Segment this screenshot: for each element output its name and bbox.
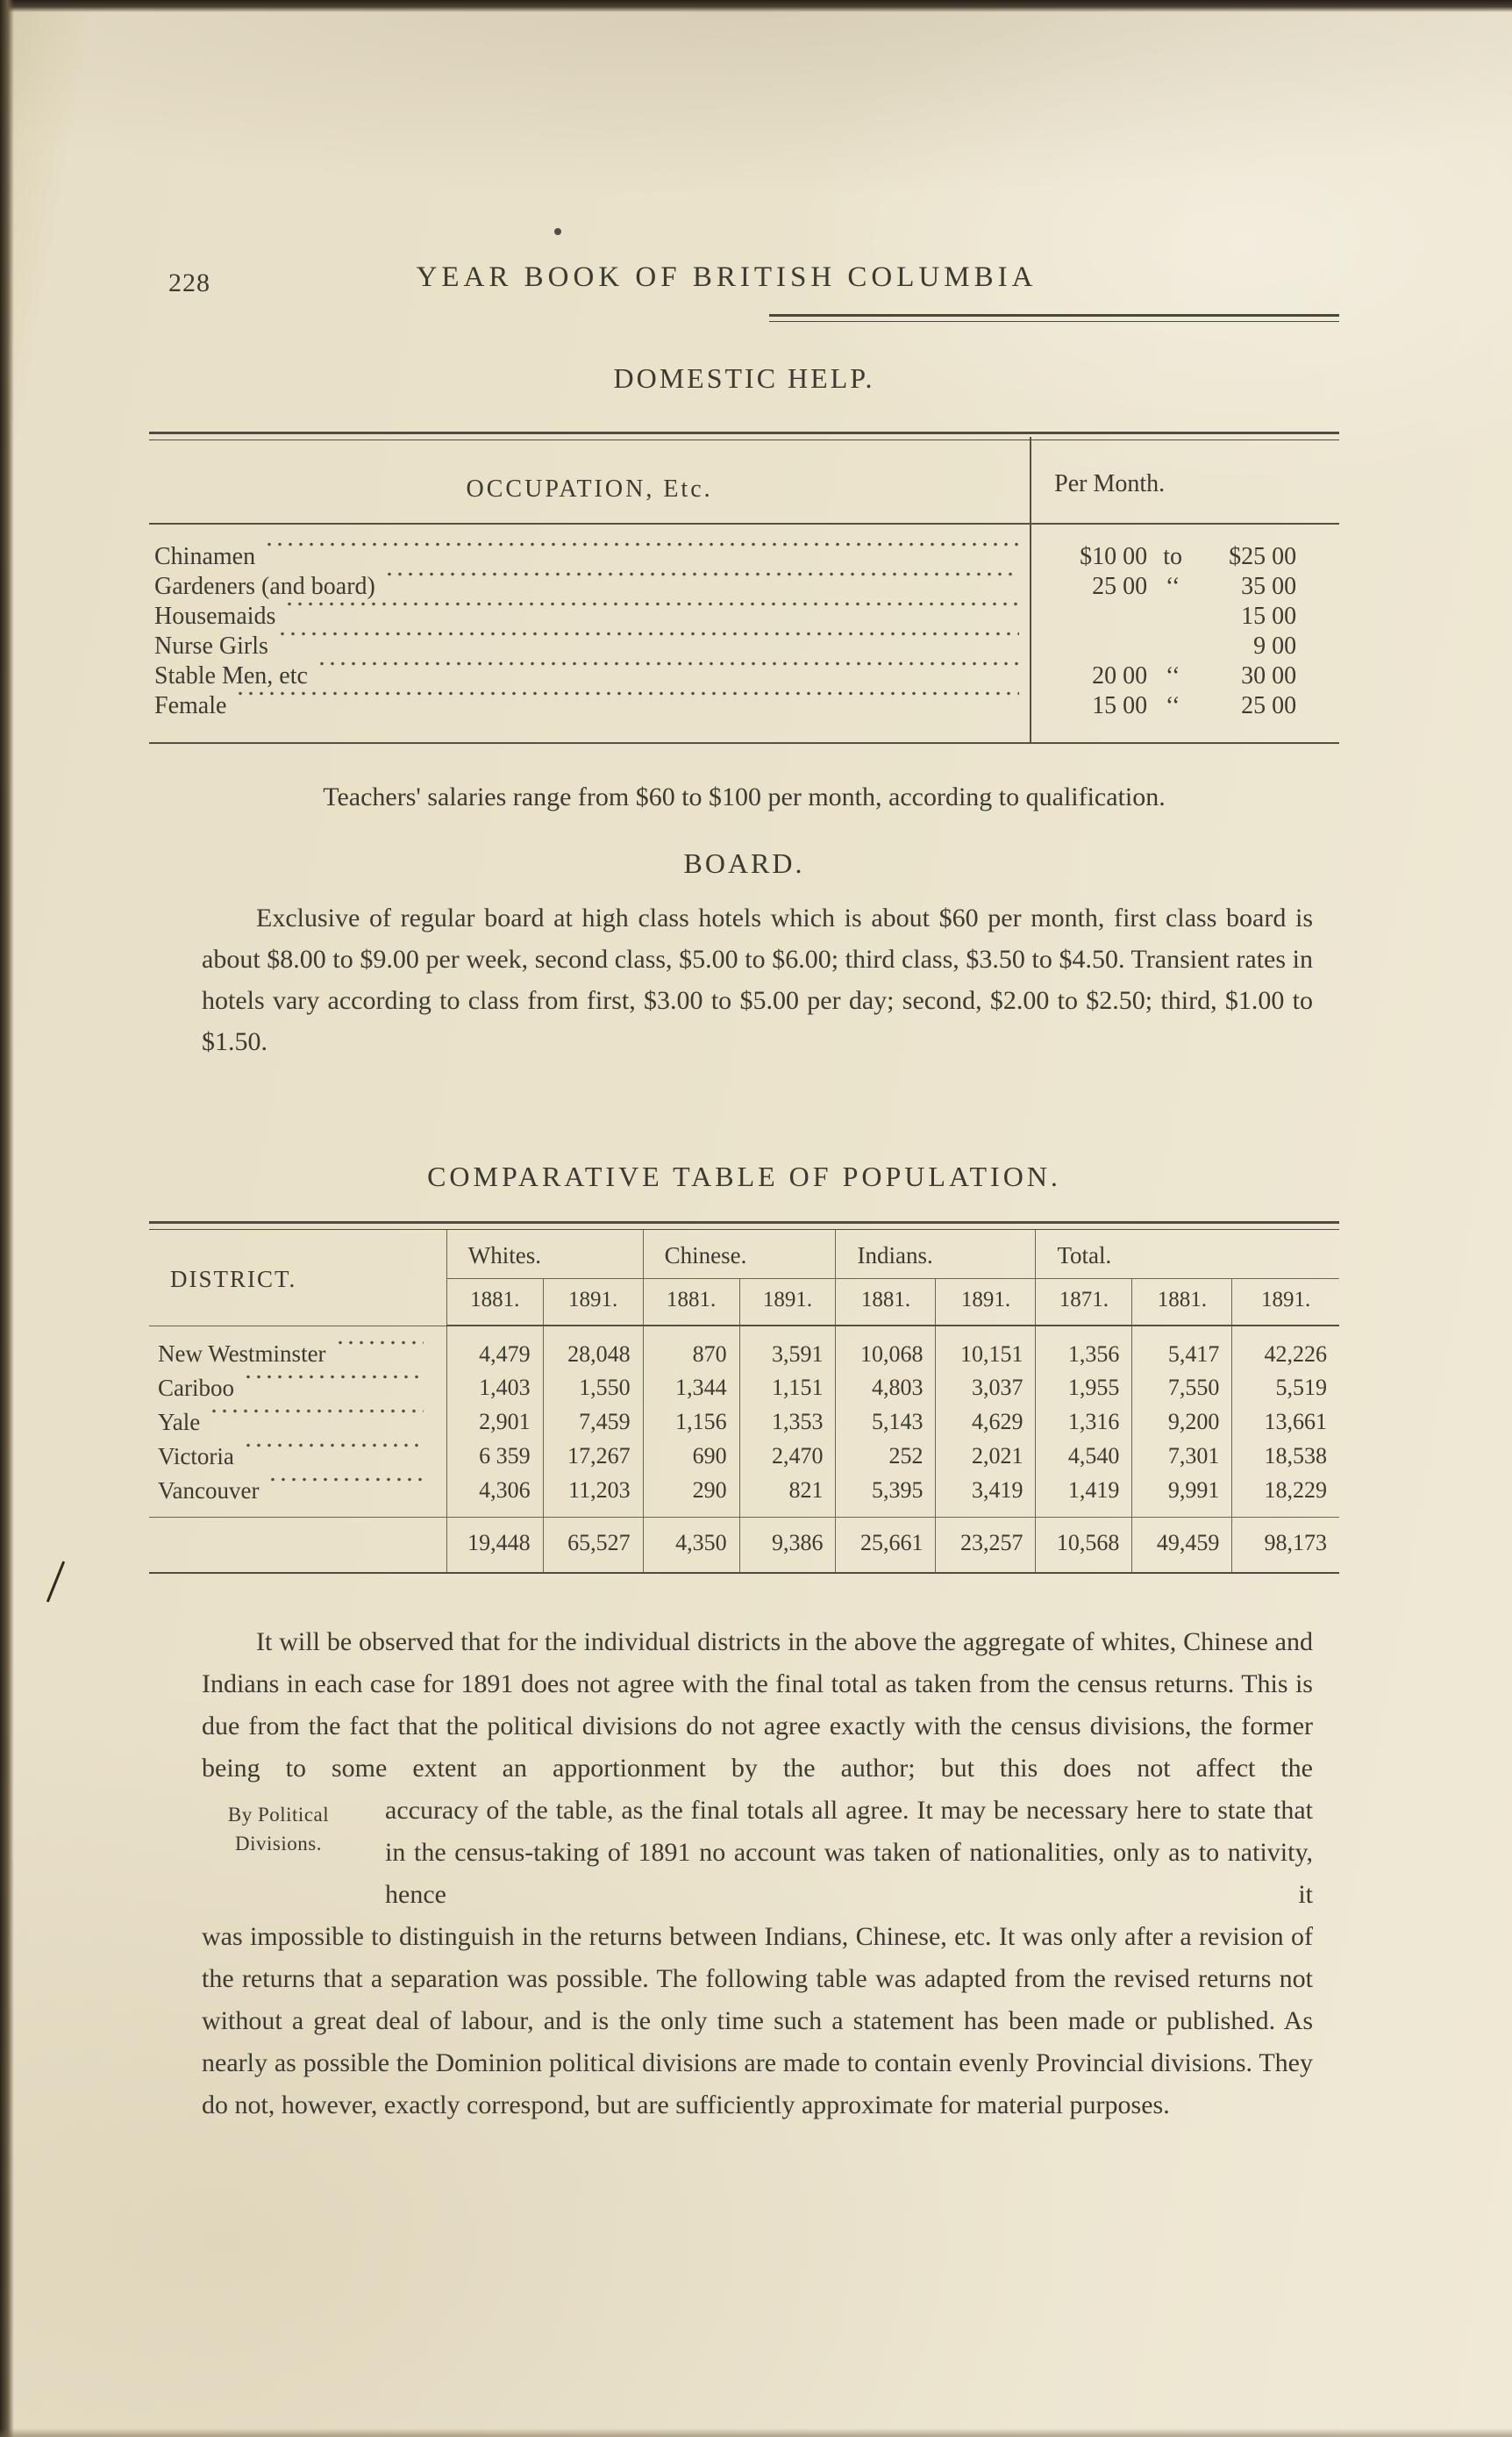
value-cell: 1,316 — [1036, 1405, 1132, 1440]
district-cell: Cariboo — [158, 1374, 234, 1401]
dot-leader — [317, 661, 1019, 691]
domestic-help-table — [149, 432, 1339, 744]
value-cell: 1,403 — [446, 1371, 543, 1405]
value-cell: 4,479 — [446, 1326, 543, 1371]
value-cell: 11,203 — [543, 1474, 643, 1518]
group-header-total: Total. — [1036, 1230, 1339, 1279]
value-cell: 252 — [836, 1440, 936, 1474]
district-cell: Victoria — [158, 1442, 234, 1469]
district-cell: New Westminster — [158, 1340, 326, 1367]
year-header: 1891. — [1232, 1279, 1339, 1326]
margin-note: By Political Divisions. — [227, 1803, 330, 1855]
value-cell: 1,550 — [543, 1371, 643, 1405]
value-cell: 5,519 — [1232, 1371, 1339, 1405]
rate-value: 25 00 ‘‘ 35 00 — [1092, 573, 1297, 600]
teachers-note: Teachers' salaries range from $60 to $100 per month, according to qualification. — [323, 783, 1166, 811]
total-cell: 4,350 — [643, 1517, 739, 1573]
closing-section — [202, 1621, 1313, 2126]
closing-paragraph-3: was impossible to distinguish in the returns between Indians, Chinese, etc. It was only after a revision of the returns that a separation was possible. The following table was adapted from the revised returns not without a great deal of labour, and is the only time such a statement has been made or published. As nearly as possible the Dominion political divisions are made to contain evenly Provincial divisions. They do not, however, exactly correspond, but are sufficiently approximate for material purposes. — [202, 1921, 1313, 2119]
rate-column-header: Per Month. — [1030, 440, 1339, 525]
value-cell: 821 — [739, 1474, 836, 1518]
value-cell: 7,301 — [1132, 1440, 1232, 1474]
value-cell: 2,021 — [936, 1440, 1036, 1474]
table-row — [149, 661, 1339, 691]
value-cell: 690 — [643, 1440, 739, 1474]
value-cell: 10,068 — [836, 1326, 936, 1371]
value-cell: 17,267 — [543, 1440, 643, 1474]
value-cell: 42,226 — [1232, 1326, 1339, 1371]
value-cell: 18,538 — [1232, 1440, 1339, 1474]
value-cell: 2,901 — [446, 1405, 543, 1440]
value-cell: 9,991 — [1132, 1474, 1232, 1518]
value-cell: 18,229 — [1232, 1474, 1339, 1518]
occupation-name: Housemaids — [154, 603, 276, 630]
year-header: 1891. — [739, 1279, 836, 1326]
value-cell: 10,151 — [936, 1326, 1036, 1371]
totals-row — [149, 1517, 1339, 1573]
table-row — [149, 1405, 1339, 1440]
dot-leader — [243, 1443, 424, 1470]
total-cell: 25,661 — [836, 1517, 936, 1573]
value-cell: 1,156 — [643, 1405, 739, 1440]
total-cell: 98,173 — [1232, 1517, 1339, 1573]
value-cell: 13,661 — [1232, 1405, 1339, 1440]
value-cell: 290 — [643, 1474, 739, 1518]
occupation-name: Chinamen — [154, 543, 256, 570]
population-table-wrap — [149, 1221, 1339, 1574]
totals-district-cell — [149, 1517, 446, 1573]
group-header-row — [149, 1230, 1339, 1279]
table-row — [149, 1326, 1339, 1371]
value-cell: 7,459 — [543, 1405, 643, 1440]
table-row — [149, 572, 1339, 602]
total-cell: 9,386 — [739, 1517, 836, 1573]
dot-leader — [209, 1409, 424, 1436]
header-rule — [769, 314, 1339, 322]
total-cell: 49,459 — [1132, 1517, 1232, 1573]
population-table — [149, 1230, 1339, 1574]
year-header: 1881. — [446, 1279, 543, 1326]
year-header: 1871. — [1036, 1279, 1132, 1326]
table-top-rule — [149, 432, 1339, 440]
total-cell: 10,568 — [1036, 1517, 1132, 1573]
district-cell: Yale — [158, 1408, 201, 1435]
value-cell: 9,200 — [1132, 1405, 1232, 1440]
heading-population-table: COMPARATIVE TABLE OF POPULATION. — [427, 1161, 1061, 1193]
dot-leader — [277, 632, 1019, 661]
dot-leader — [235, 691, 1019, 721]
page-edge-top — [0, 0, 1512, 12]
ink-dot — [554, 228, 561, 235]
value-cell: 3,419 — [936, 1474, 1036, 1518]
value-cell: 1,353 — [739, 1405, 836, 1440]
page-number: 228 — [168, 268, 210, 297]
value-cell: 4,540 — [1036, 1440, 1132, 1474]
rate-value: 20 00 ‘‘ 30 00 — [1092, 662, 1297, 690]
value-cell: 1,344 — [643, 1371, 739, 1405]
table-body — [149, 525, 1339, 742]
rate-value: 15 00 ‘‘ 25 00 — [1092, 692, 1297, 719]
rate-value: 15 00 — [1241, 603, 1297, 630]
year-header: 1891. — [936, 1279, 1036, 1326]
value-cell: 28,048 — [543, 1326, 643, 1371]
closing-paragraph-1: It will be observed that for the individual districts in the above the aggregate of whites, Chinese and Indians in each case for 1891 does not agree with the final total as taken from the census returns. This is due from the fact that the political divisions do not agree exactly with the census divisions, the former being to some extent an apportionment by the author; but this does not affect the — [202, 1626, 1313, 1783]
occupation-name: Female — [154, 692, 227, 719]
table-bottom-rule — [149, 742, 1339, 744]
group-header-whites: Whites. — [446, 1230, 643, 1279]
table-row — [149, 542, 1339, 572]
value-cell: 1,151 — [739, 1371, 836, 1405]
value-cell: 4,803 — [836, 1371, 936, 1405]
value-cell: 5,143 — [836, 1405, 936, 1440]
pen-mark — [46, 1561, 66, 1602]
year-header: 1891. — [543, 1279, 643, 1326]
table-row — [149, 1440, 1339, 1474]
occupation-name: Stable Men, etc — [154, 662, 308, 690]
page-content — [149, 261, 1339, 2126]
value-cell: 4,629 — [936, 1405, 1036, 1440]
group-header-chinese: Chinese. — [643, 1230, 836, 1279]
occupation-name: Nurse Girls — [154, 632, 268, 660]
dot-leader — [335, 1340, 424, 1368]
closing-middle — [202, 1790, 1313, 1916]
occupation-column-header: OCCUPATION, Etc. — [149, 440, 1030, 525]
value-cell: 1,419 — [1036, 1474, 1132, 1518]
table-top-rule — [149, 1221, 1339, 1230]
total-cell: 19,448 — [446, 1517, 543, 1573]
dot-leader — [284, 602, 1019, 632]
running-header — [149, 261, 1339, 304]
page-edge-bottom — [0, 2428, 1512, 2437]
heading-board: BOARD. — [683, 847, 805, 879]
rate-value: 9 00 — [1253, 632, 1297, 660]
closing-paragraph-2: accuracy of the table, as the final totals all agree. It may be necessary here to state that in the census-taking of 1891 no account was taken of nationalities, only as to nativity, hence it — [385, 1795, 1313, 1909]
value-cell: 2,470 — [739, 1440, 836, 1474]
heading-domestic-help: DOMESTIC HELP. — [613, 362, 875, 394]
year-header: 1881. — [1132, 1279, 1232, 1326]
value-cell: 6 359 — [446, 1440, 543, 1474]
group-header-indians: Indians. — [836, 1230, 1036, 1279]
table-column-divider — [1030, 437, 1031, 744]
running-title: YEAR BOOK OF BRITISH COLUMBIA — [416, 261, 1038, 293]
value-cell: 4,306 — [446, 1474, 543, 1518]
page-edge-left — [0, 0, 14, 2437]
occupation-name: Gardeners (and board) — [154, 573, 375, 600]
value-cell: 1,955 — [1036, 1371, 1132, 1405]
total-cell: 65,527 — [543, 1517, 643, 1573]
dot-leader — [267, 1477, 423, 1504]
dot-leader — [264, 542, 1019, 572]
value-cell: 5,395 — [836, 1474, 936, 1518]
district-cell: Vancouver — [158, 1476, 260, 1504]
dot-leader — [243, 1375, 424, 1402]
table-row — [149, 1371, 1339, 1405]
table-row — [149, 632, 1339, 661]
table-header-row — [149, 440, 1339, 525]
rate-value: $10 00 to $25 00 — [1080, 543, 1297, 570]
board-paragraph: Exclusive of regular board at high class hotels which is about $60 per month, first class board is about $8.00 to $9.00 per week, second class, $5.00 to $6.00; third class, $3.50 to $4.50. Transient rates in hotels vary according to class from first, $3.00 to $5.00 per day; second, $2.00 to $2.50; third, $1.00 to $1.50. — [202, 904, 1313, 1057]
value-cell: 1,356 — [1036, 1326, 1132, 1371]
value-cell: 3,037 — [936, 1371, 1036, 1405]
table-row — [149, 691, 1339, 721]
total-cell: 23,257 — [936, 1517, 1036, 1573]
dot-leader — [384, 572, 1019, 602]
value-cell: 3,591 — [739, 1326, 836, 1371]
year-header: 1881. — [836, 1279, 936, 1326]
value-cell: 870 — [643, 1326, 739, 1371]
table-row — [149, 602, 1339, 632]
year-header: 1881. — [643, 1279, 739, 1326]
district-header: DISTRICT. — [149, 1230, 446, 1326]
table-row — [149, 1474, 1339, 1518]
value-cell: 7,550 — [1132, 1371, 1232, 1405]
value-cell: 5,417 — [1132, 1326, 1232, 1371]
